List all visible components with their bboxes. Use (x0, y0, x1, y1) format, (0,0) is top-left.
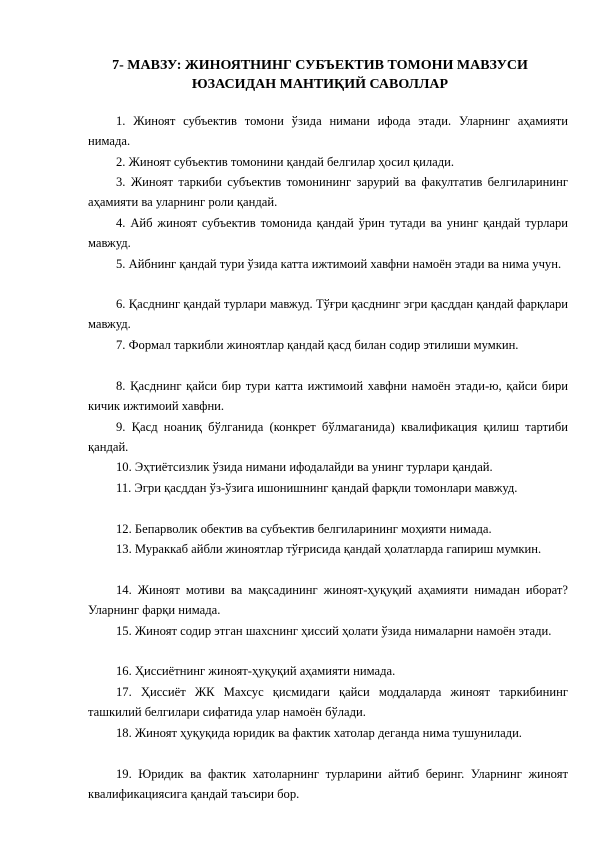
question-11: 11. Эгри қасддан ўз-ўзига ишонишнинг қандай фарқли томонлари мавжуд. (116, 481, 518, 495)
question-3: 3. Жиноят таркиби субъектив томонининг зарурий ва факултатив белгиларининг аҳамияти ва уларнинг роли қандай. (88, 175, 568, 210)
question-5: 5. Айбнинг қандай тури ўзида катта ижтимоий хавфни намоён этади ва нима учун. (116, 257, 562, 271)
question-16: 16. Ҳиссиётнинг жиноят-ҳуқуқий аҳамияти нимада. (116, 664, 396, 678)
question-8: 8. Қасднинг қайси бир тури катта ижтимоий хавфни намоён этади-ю, қайси бири кичик ижтимоий хавфни. (88, 379, 568, 414)
question-19: 19. Юридик ва фактик хатоларнинг турларини айтиб беринг. Уларнинг жиноят квалификациясига қандай таъсири бор. (88, 767, 568, 802)
question-9: 9. Қасд ноаниқ бўлганида (конкрет бўлмаганида) квалификация қилиш тартиби қандай. (88, 420, 568, 455)
question-12: 12. Бепарволик обектив ва субъектив белгиларининг моҳияти нимада. (116, 522, 492, 536)
question-10: 10. Эҳтиётсизлик ўзида нимани ифодалайди ва унинг турлари қандай. (116, 460, 493, 474)
question-13: 13. Мураккаб айбли жиноятлар тўғрисида қандай ҳолатларда гапириш мумкин. (116, 542, 542, 556)
question-17: 17. Ҳиссиёт ЖК Махсус қисмидаги қайси моддаларда жиноят таркибининг ташкилий белгилари сифатида улар намоён бўлади. (88, 685, 568, 720)
question-1: 1. Жиноят субъектив томони ўзида нимани ифода этади. Уларнинг аҳамияти нимада. (88, 114, 568, 149)
question-2: 2. Жиноят субъектив томонини қандай белгилар ҳосил қилади. (116, 155, 455, 169)
question-14: 14. Жиноят мотиви ва мақсадининг жиноят-ҳуқуқий аҳамияти нимадан иборат? Уларнинг фарқи нимада. (88, 583, 568, 618)
question-7: 7. Формал таркибли жиноятлар қандай қасд билан содир этилиши мумкин. (116, 338, 519, 352)
question-15: 15. Жиноят содир этган шахснинг ҳиссий ҳолати ўзида нималарни намоён этади. (116, 624, 552, 638)
question-6: 6. Қасднинг қандай турлари мавжуд. Тўғри қасднинг эгри қасддан қандай фарқлари мавжуд. (88, 297, 568, 332)
page-title-line-1: 7- МАВЗУ: ЖИНОЯТНИНГ СУБЪЕКТИВ ТОМОНИ МАВЗУСИ (112, 58, 528, 73)
page-title-line-2: ЮЗАСИДАН МАНТИҚИЙ САВОЛЛАР (191, 77, 449, 92)
question-18: 18. Жиноят ҳуқуқида юридик ва фактик хатолар деганда нима тушунилади. (116, 726, 522, 740)
question-4: 4. Айб жиноят субъектив томонида қандай ўрин тутади ва унинг қандай турлари мавжуд. (88, 216, 568, 251)
